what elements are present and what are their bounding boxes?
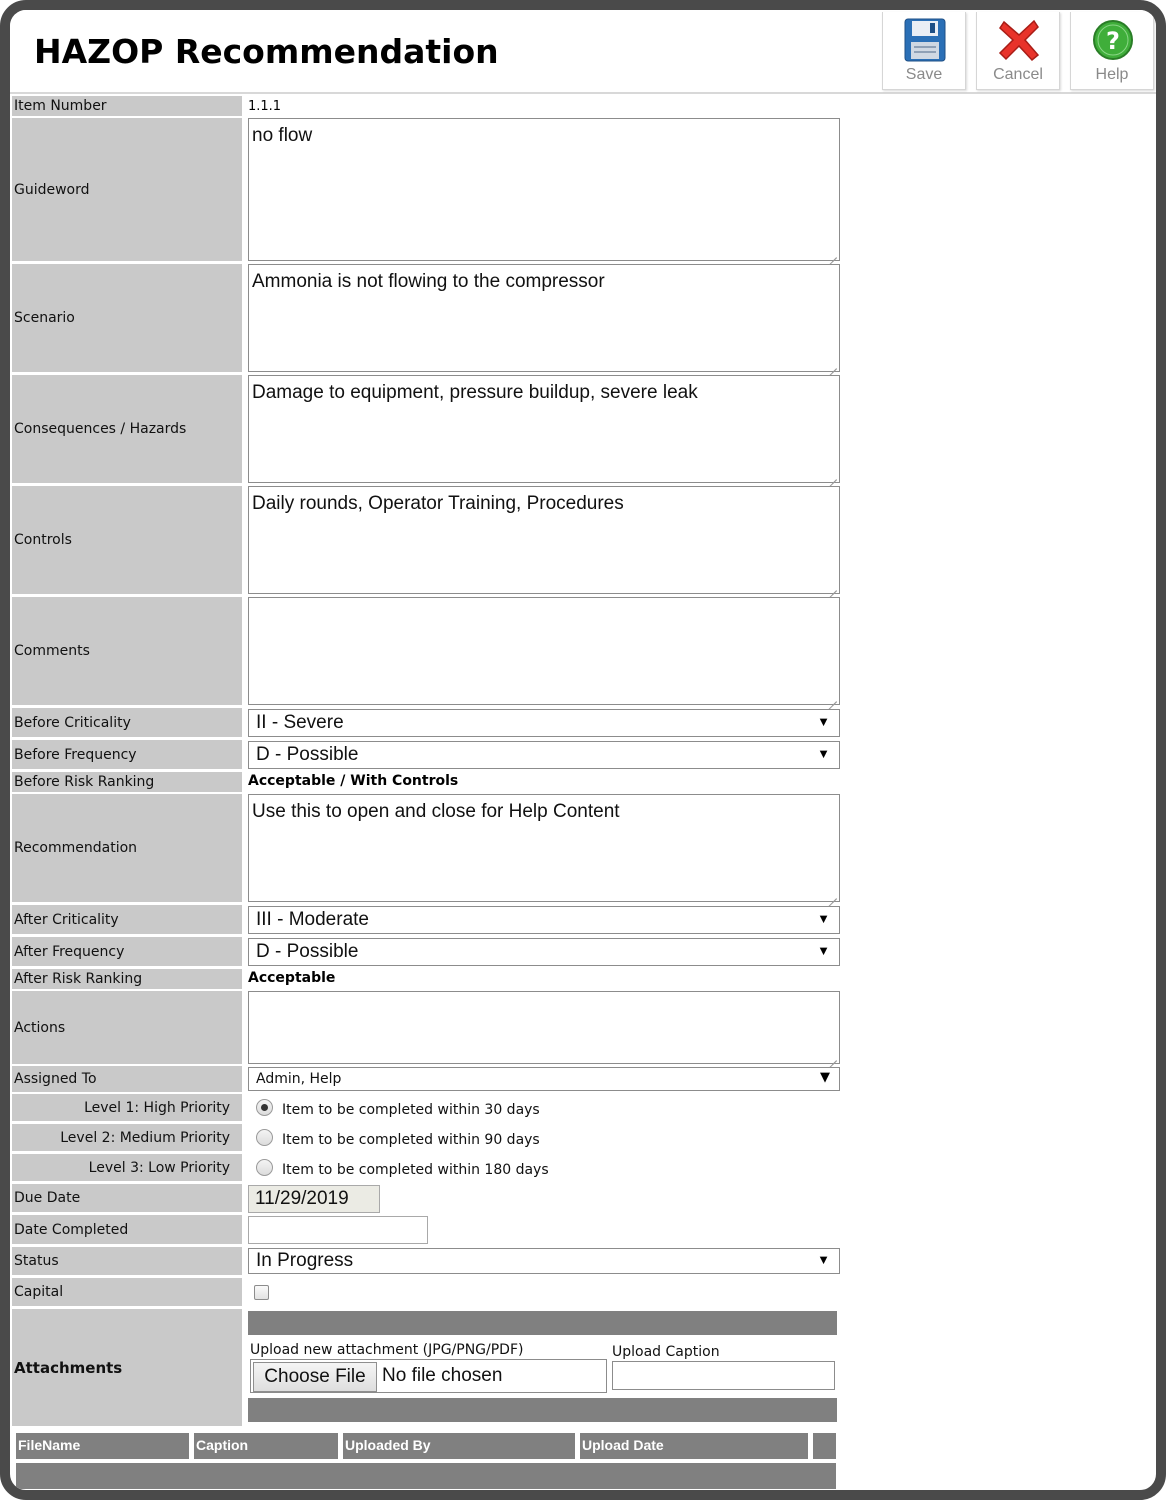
cancel-button[interactable]: [976, 12, 1060, 90]
header: [10, 10, 1156, 94]
actions-textarea[interactable]: [248, 991, 840, 1064]
help-icon: [1092, 18, 1134, 62]
controls-textarea[interactable]: Daily rounds, Operator Training, Procedures: [248, 486, 840, 594]
controls-row: [12, 486, 838, 594]
before-criticality-select[interactable]: II - Severe ▼: [248, 709, 840, 737]
save-icon: [904, 18, 946, 62]
help-button[interactable]: [1070, 12, 1154, 90]
comments-textarea[interactable]: [248, 597, 840, 705]
consequences-label: Consequences / Hazards: [12, 375, 242, 483]
before-criticality-row: [12, 708, 838, 737]
resize-grip-icon[interactable]: [827, 248, 837, 258]
column-header-filename[interactable]: FileName: [16, 1433, 189, 1459]
comments-row: [12, 597, 838, 705]
after-risk-ranking-label: After Risk Ranking: [12, 969, 242, 989]
before-risk-ranking-row: [12, 772, 838, 792]
help-label: Help: [1095, 66, 1129, 83]
after-criticality-row: [12, 905, 838, 934]
column-header-actions: [813, 1433, 836, 1459]
dropdown-arrow-icon: ▼: [817, 943, 830, 958]
column-header-upload-date[interactable]: Upload Date: [580, 1433, 808, 1459]
due-date-label: Due Date: [12, 1184, 242, 1212]
resize-grip-icon[interactable]: [827, 889, 837, 899]
recommendation-label: Recommendation: [12, 794, 242, 902]
assigned-to-select[interactable]: Admin, Help ▼: [248, 1067, 840, 1091]
before-criticality-label: Before Criticality: [12, 708, 242, 737]
choose-file-button[interactable]: Choose File: [253, 1362, 377, 1392]
upload-attachment-label: Upload new attachment (JPG/PNG/PDF): [250, 1342, 524, 1358]
resize-grip-icon[interactable]: [827, 470, 837, 480]
upload-caption-label: Upload Caption: [612, 1344, 720, 1360]
item-number-value: 1.1.1: [248, 99, 282, 114]
after-frequency-select[interactable]: D - Possible ▼: [248, 938, 840, 966]
recommendation-row: [12, 794, 838, 902]
after-criticality-label: After Criticality: [12, 905, 242, 934]
after-frequency-label: After Frequency: [12, 937, 242, 966]
dropdown-arrow-icon: ▼: [817, 714, 830, 729]
actions-label: Actions: [12, 991, 242, 1064]
consequences-textarea[interactable]: Damage to equipment, pressure buildup, severe leak: [248, 375, 840, 483]
after-risk-ranking-row: [12, 969, 838, 989]
save-button[interactable]: [882, 12, 966, 90]
resize-grip-icon[interactable]: [827, 692, 837, 702]
priority-low-label: Level 3: Low Priority: [12, 1154, 242, 1181]
comments-label: Comments: [12, 597, 242, 705]
save-label: Save: [905, 66, 943, 83]
before-frequency-select[interactable]: D - Possible ▼: [248, 741, 840, 769]
due-date-row: [12, 1184, 838, 1212]
attachments-table-footer: [16, 1463, 836, 1489]
attachments-table-header: [16, 1433, 836, 1459]
status-select[interactable]: In Progress ▼: [248, 1248, 840, 1274]
date-completed-input[interactable]: [248, 1216, 428, 1244]
consequences-row: [12, 375, 838, 483]
before-risk-ranking-label: Before Risk Ranking: [12, 772, 242, 792]
after-frequency-row: [12, 937, 838, 966]
scenario-textarea[interactable]: Ammonia is not flowing to the compressor: [248, 264, 840, 372]
controls-label: Controls: [12, 486, 242, 594]
dropdown-arrow-icon: ▼: [817, 911, 830, 926]
after-criticality-select[interactable]: III - Moderate ▼: [248, 906, 840, 934]
status-label: Status: [12, 1247, 242, 1275]
attachments-top-bar: [248, 1311, 837, 1335]
item-number-label: Item Number: [12, 96, 242, 116]
upload-caption-input[interactable]: [612, 1361, 835, 1390]
resize-grip-icon[interactable]: [827, 1051, 837, 1061]
capital-row: [12, 1278, 838, 1306]
capital-label: Capital: [12, 1278, 242, 1306]
status-row: [12, 1247, 838, 1275]
recommendation-textarea[interactable]: Use this to open and close for Help Content: [248, 794, 840, 902]
priority-row-high: [12, 1094, 838, 1121]
before-risk-ranking-value: Acceptable / With Controls: [248, 773, 459, 789]
resize-grip-icon[interactable]: [827, 359, 837, 369]
date-completed-label: Date Completed: [12, 1215, 242, 1244]
attachments-label: Attachments: [12, 1309, 242, 1426]
scenario-label: Scenario: [12, 264, 242, 372]
priority-high-label: Level 1: High Priority: [12, 1094, 242, 1121]
priority-medium-radio[interactable]: [256, 1129, 273, 1146]
attachments-row: [12, 1309, 838, 1426]
priority-low-radio[interactable]: [256, 1159, 273, 1176]
page-title: HAZOP Recommendation: [34, 32, 499, 71]
guideword-label: Guideword: [12, 118, 242, 261]
priority-row-medium: [12, 1124, 838, 1151]
before-frequency-row: [12, 740, 838, 769]
svg-text:?: ?: [1106, 27, 1120, 55]
cancel-label: Cancel: [993, 66, 1043, 83]
priority-low-text: Item to be completed within 180 days: [282, 1162, 549, 1178]
priority-high-text: Item to be completed within 30 days: [282, 1102, 540, 1118]
dropdown-arrow-icon: ▼: [817, 1252, 830, 1267]
priority-high-radio[interactable]: [256, 1099, 273, 1116]
actions-row: [12, 991, 838, 1064]
dropdown-arrow-icon: ▼: [817, 746, 830, 761]
dropdown-arrow-icon: ▼: [820, 1070, 830, 1085]
scenario-row: [12, 264, 838, 372]
date-completed-row: [12, 1215, 838, 1244]
capital-checkbox[interactable]: [254, 1285, 269, 1300]
due-date-input[interactable]: 11/29/2019: [248, 1185, 380, 1213]
close-icon: [998, 18, 1040, 62]
priority-medium-text: Item to be completed within 90 days: [282, 1132, 540, 1148]
resize-grip-icon[interactable]: [827, 581, 837, 591]
item-number-row: [12, 96, 838, 116]
assigned-to-row: [12, 1066, 838, 1092]
after-risk-ranking-value: Acceptable: [248, 970, 336, 986]
guideword-row: [12, 118, 838, 261]
column-header-caption[interactable]: Caption: [194, 1433, 338, 1459]
assigned-to-label: Assigned To: [12, 1066, 242, 1092]
priority-medium-label: Level 2: Medium Priority: [12, 1124, 242, 1151]
guideword-textarea[interactable]: no flow: [248, 118, 840, 261]
priority-row-low: [12, 1154, 838, 1181]
before-frequency-label: Before Frequency: [12, 740, 242, 769]
file-input: [250, 1359, 607, 1393]
column-header-uploaded-by[interactable]: Uploaded By: [343, 1433, 575, 1459]
no-file-text: No file chosen: [382, 1365, 503, 1386]
attachments-bottom-bar: [248, 1398, 837, 1422]
